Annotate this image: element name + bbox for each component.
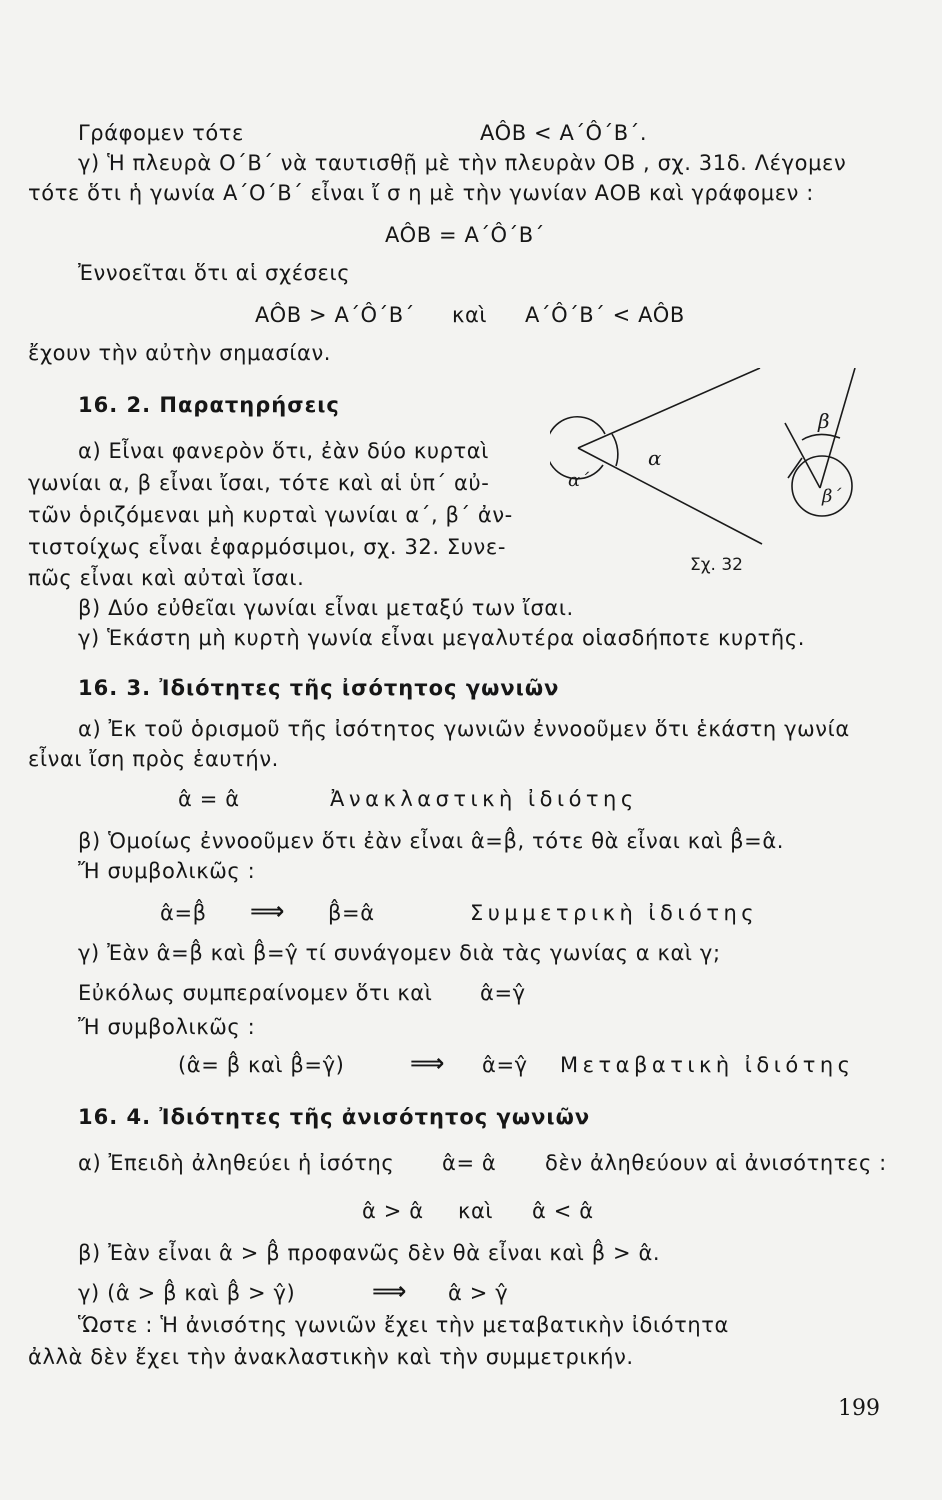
formula: α̂ < α̂	[532, 1199, 594, 1223]
text-line: εἶναι ἴση πρὸς ἑαυτήν.	[28, 747, 279, 771]
formula: α̂=γ̂	[482, 1053, 528, 1077]
text-line: Ἤ συμβολικῶς :	[78, 859, 256, 883]
fig-caption: Σχ. 32	[690, 555, 744, 575]
formula: α̂=β̂	[160, 901, 207, 925]
figure-32	[550, 368, 910, 588]
text-line: α) Ἐπειδὴ ἀληθεύει ἡ ἰσότης	[78, 1151, 395, 1175]
section-heading: 16. 4. Ἰδιότητες τῆς ἀνισότητος γωνιῶν	[78, 1105, 591, 1129]
formula: AÔB < A΄Ô΄B΄.	[480, 121, 648, 145]
page-number: 199	[838, 1396, 880, 1421]
fig-arrow-b-prime	[788, 458, 802, 478]
text-line: α) Εἶναι φανερὸν ὅτι, ἐὰν δύο κυρταὶ	[78, 439, 489, 463]
formula: β̂=α̂	[328, 901, 375, 925]
text-line: ἀλλὰ δὲν ἔχει τὴν ἀνακλαστικὴν καὶ τὴν συμμετρικήν.	[28, 1345, 634, 1369]
property-name: Συμμετρικὴ ἰδιότης	[470, 901, 759, 925]
implies-arrow: ⟹	[250, 897, 286, 925]
implies-arrow: ⟹	[410, 1049, 446, 1077]
text-line: τότε ὅτι ἡ γωνία Α΄Ο΄Β΄ εἶναι ἴ σ η μὲ τὴν γωνίαν ΑΟΒ καὶ γράφομεν :	[28, 181, 814, 205]
section-heading: 16. 2. Παρατηρήσεις	[78, 393, 340, 417]
implies-arrow: ⟹	[372, 1277, 408, 1305]
fig-ray-left	[785, 423, 820, 488]
text-line: γ) Ἑκάστη μὴ κυρτὴ γωνία εἶναι μεγαλυτέρα οἱασδήποτε κυρτῆς.	[78, 626, 806, 650]
fig-ray-upper	[578, 368, 760, 448]
formula: A΄Ô΄B΄ < AÔB	[525, 303, 685, 327]
text-line: τῶν ὁριζόμεναι μὴ κυρταὶ γωνίαι α΄, β΄ ἀν-	[28, 503, 513, 527]
formula: γ) (α̂ > β̂ καὶ β̂ > γ̂)	[78, 1281, 296, 1305]
fig-label-b: β	[818, 409, 830, 433]
text-line: γ) Ἐὰν α̂=β̂ καὶ β̂=γ̂ τί συνάγομεν διὰ τὰς γωνίας α καὶ γ;	[78, 941, 721, 965]
text-line: γωνίαι α, β εἶναι ἴσαι, τότε καὶ αἱ ὑπ΄ αὐ-	[28, 471, 490, 495]
formula: α̂ = α̂	[178, 787, 240, 811]
text-line: Ὥστε : Ἡ ἀνισότης γωνιῶν ἔχει τὴν μεταβατικὴν ἰδιότητα	[78, 1313, 729, 1337]
text-line: α) Ἐκ τοῦ ὁρισμοῦ τῆς ἰσότητος γωνιῶν ἐννοοῦμεν ὅτι ἑκάστη γωνία	[78, 717, 850, 741]
text-line: Ἤ συμβολικῶς :	[78, 1015, 256, 1039]
text-line: β) Δύο εὐθεῖαι γωνίαι εἶναι μεταξύ των ἴσαι.	[78, 596, 574, 620]
text-line: ἔχουν τὴν αὐτὴν σημασίαν.	[28, 341, 332, 365]
fig-label-b-prime: β΄	[822, 486, 842, 507]
section-heading: 16. 3. Ἰδιότητες τῆς ἰσότητος γωνιῶν	[78, 676, 560, 700]
property-name: Μεταβατικὴ ἰδιότης	[560, 1053, 855, 1077]
text-line: β) Ὁμοίως ἐννοοῦμεν ὅτι ἐὰν εἶναι α̂=β̂, τότε θὰ εἶναι καὶ β̂=α̂.	[78, 829, 785, 853]
text-line: γ) Ἡ πλευρὰ Ο΄Β΄ νὰ ταυτισθῇ μὲ τὴν πλευρὰν ΟΒ , σχ. 31δ. Λέγομεν	[78, 151, 847, 175]
text-line: καὶ	[452, 303, 488, 327]
fig-label-a: α	[648, 446, 662, 470]
text-line: Ἐννοεῖται ὅτι αἱ σχέσεις	[78, 261, 351, 285]
fig-ray-lower	[578, 448, 762, 544]
formula: (α̂= β̂ καὶ β̂=γ̂)	[178, 1053, 345, 1077]
text-line: β) Ἐὰν εἶναι α̂ > β̂ προφανῶς δὲν θὰ εἶναι καὶ β̂ > α̂.	[78, 1241, 661, 1265]
fig-arc-a	[612, 434, 618, 466]
text-line: καὶ	[458, 1199, 494, 1223]
text-line: Εὐκόλως συμπεραίνομεν ὅτι καὶ	[78, 981, 433, 1005]
formula: α̂ > γ̂	[448, 1281, 509, 1305]
formula: AÔB = A΄Ô΄B΄	[385, 223, 545, 247]
text-line: πῶς εἶναι καὶ αὐταὶ ἴσαι.	[28, 566, 305, 590]
text-line: τιστοίχως εἶναι ἐφαρμόσιμοι, σχ. 32. Συνε-	[28, 535, 506, 559]
formula: α̂ > α̂	[362, 1199, 424, 1223]
formula: α̂=γ̂	[480, 981, 526, 1005]
formula: AÔB > A΄Ô΄B΄	[255, 303, 415, 327]
text-line: δὲν ἀληθεύουν αἱ ἀνισότητες :	[545, 1151, 887, 1175]
formula: α̂= α̂	[442, 1151, 497, 1175]
text-line: Γράφομεν τότε	[78, 121, 244, 145]
property-name: Ἀνακλαστικὴ ἰδιότης	[330, 787, 638, 811]
fig-label-a-prime: α΄	[568, 470, 590, 491]
